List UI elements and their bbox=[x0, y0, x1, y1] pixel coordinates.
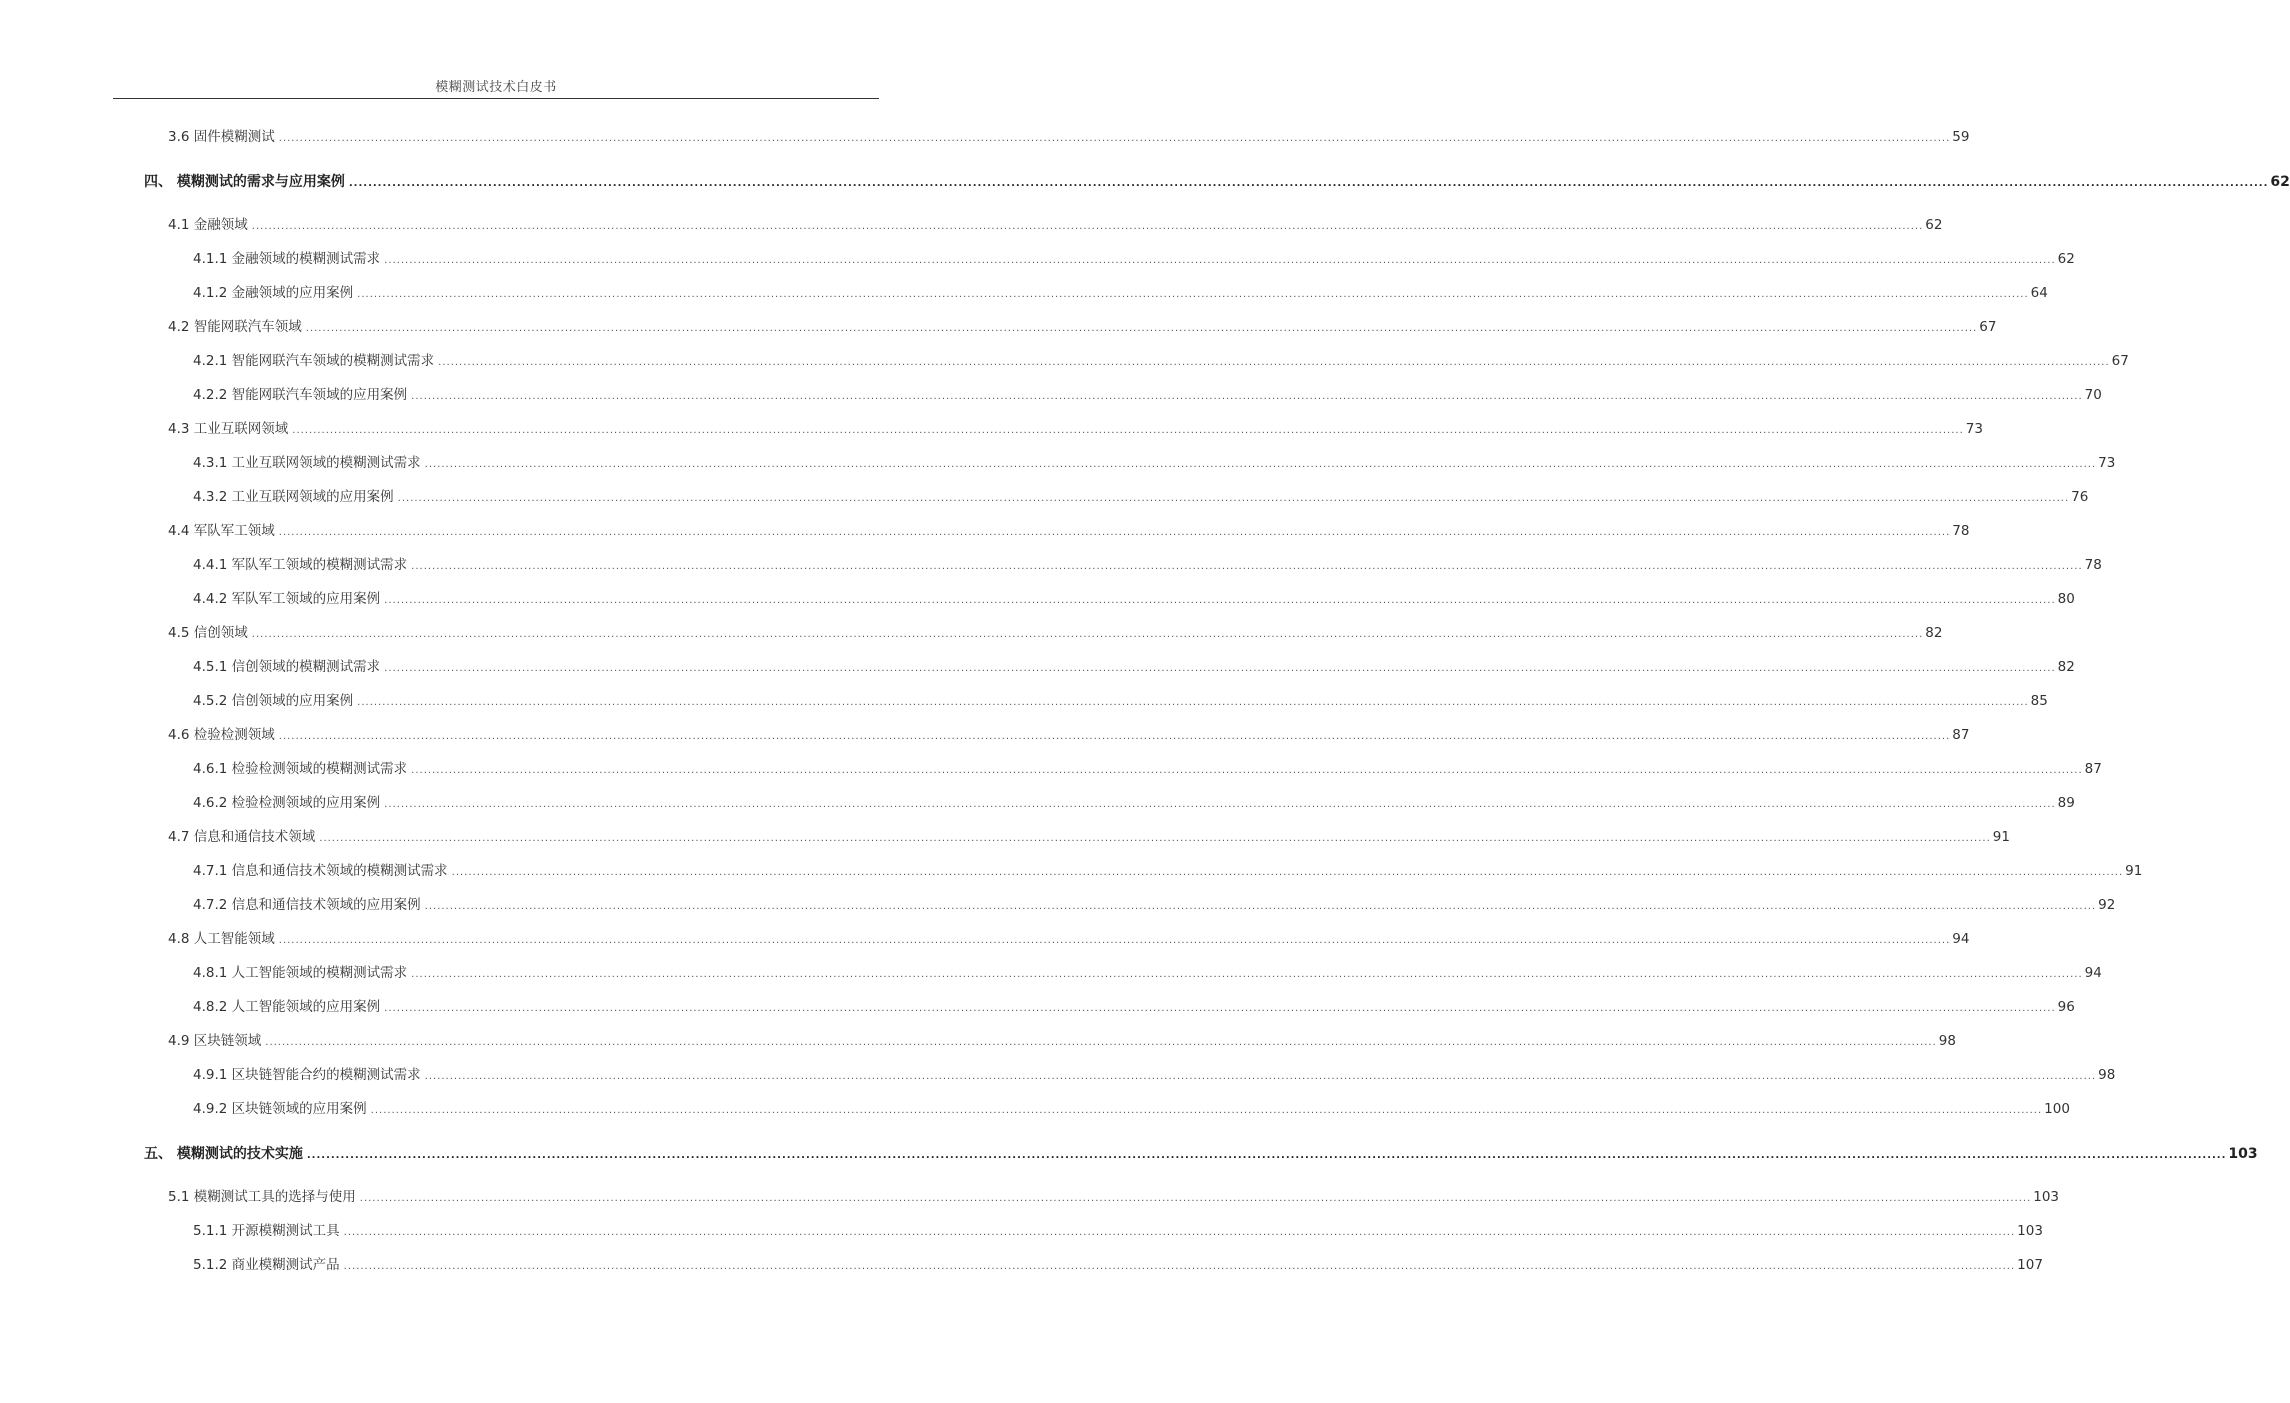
toc-entry-title: 4.4.1 军队军工领域的模糊测试需求 bbox=[193, 557, 408, 573]
toc-entry-title: 4.6.2 检验检测领域的应用案例 bbox=[193, 795, 381, 811]
toc-section-entry[interactable] bbox=[168, 624, 1943, 644]
toc-page-number: 103 bbox=[2017, 1223, 2043, 1239]
toc-page-number: 67 bbox=[2111, 353, 2129, 369]
toc-leader-dots: ................................................................................................................................................................................................................................................................................................................................................................................................................ bbox=[384, 663, 2056, 674]
toc-leader-dots: ................................................................................................................................................................................................................................................................................................................................................................................................................ bbox=[384, 595, 2056, 606]
toc-entry-title: 4.9 区块链领域 bbox=[168, 1033, 262, 1049]
toc-leader-dots: ................................................................................................................................................................................................................................................................................................................................................................................................................ bbox=[359, 1193, 2032, 1204]
toc-leader-dots: ................................................................................................................................................................................................................................................................................................................................................................................................................ bbox=[343, 1261, 2016, 1272]
toc-entry-title: 4.2.2 智能网联汽车领域的应用案例 bbox=[193, 387, 408, 403]
toc-leader-dots: ................................................................................................................................................................................................................................................................................................................................................................................................................ bbox=[278, 731, 1951, 742]
toc-page-number: 78 bbox=[2084, 557, 2102, 573]
toc-subsection-entry[interactable] bbox=[193, 352, 2129, 372]
toc-entry-title: 4.2.1 智能网联汽车领域的模糊测试需求 bbox=[193, 353, 435, 369]
toc-page-number: 73 bbox=[1965, 421, 1983, 437]
toc-leader-dots: ................................................................................................................................................................................................................................................................................................................................................................................................................ bbox=[319, 833, 1991, 844]
toc-section-entry[interactable] bbox=[168, 726, 1970, 746]
toc-entry-title: 4.8.1 人工智能领域的模糊测试需求 bbox=[193, 965, 408, 981]
toc-subsection-entry[interactable] bbox=[193, 590, 2075, 610]
toc-page-number: 67 bbox=[1979, 319, 1997, 335]
toc-entry-title: 5.1.2 商业模糊测试产品 bbox=[193, 1257, 340, 1273]
toc-section-entry[interactable] bbox=[168, 318, 1997, 338]
toc-subsection-entry[interactable] bbox=[193, 896, 2116, 916]
toc-leader-dots: ................................................................................................................................................................................................................................................................................................................................................................................................................ bbox=[397, 493, 2070, 504]
toc-leader-dots: ................................................................................................................................................................................................................................................................................................................................................................................................................ bbox=[411, 969, 2083, 980]
toc-page-number: 73 bbox=[2098, 455, 2116, 471]
toc-entry-title: 4.4.2 军队军工领域的应用案例 bbox=[193, 591, 381, 607]
toc-entry-title: 五、 模糊测试的技术实施 bbox=[144, 1146, 303, 1162]
toc-page-number: 59 bbox=[1952, 129, 1970, 145]
toc-page-number: 80 bbox=[2057, 591, 2075, 607]
toc-leader-dots: ................................................................................................................................................................................................................................................................................................................................................................................................................ bbox=[278, 527, 1951, 538]
toc-section-entry[interactable] bbox=[168, 420, 1983, 440]
toc-page-number: 85 bbox=[2030, 693, 2048, 709]
toc-entry-title: 4.5 信创领域 bbox=[168, 625, 248, 641]
toc-leader-dots: ................................................................................................................................................................................................................................................................................................................................................................................................................ bbox=[251, 221, 1924, 232]
toc-entry-title: 4.3.1 工业互联网领域的模糊测试需求 bbox=[193, 455, 421, 471]
toc-page-number: 87 bbox=[1952, 727, 1970, 743]
toc-leader-dots: ................................................................................................................................................................................................................................................................................................................................................................................................................ bbox=[357, 697, 2029, 708]
toc-leader-dots: ................................................................................................................................................................................................................................................................................................................................................................................................................ bbox=[343, 1227, 2016, 1238]
toc-entry-title: 4.1.1 金融领域的模糊测试需求 bbox=[193, 251, 381, 267]
toc-subsection-entry[interactable] bbox=[193, 1066, 2116, 1086]
toc-page-number: 94 bbox=[1952, 931, 1970, 947]
toc-leader-dots: ................................................................................................................................................................................................................................................................................................................................................................................................................ bbox=[251, 629, 1924, 640]
toc-leader-dots: ................................................................................................................................................................................................................................................................................................................................................................................................................ bbox=[424, 901, 2097, 912]
toc-entry-title: 4.7 信息和通信技术领域 bbox=[168, 829, 316, 845]
toc-leader-dots: ................................................................................................................................................................................................................................................................................................................................................................................................................ bbox=[384, 255, 2056, 266]
toc-entry-title: 4.6.1 检验检测领域的模糊测试需求 bbox=[193, 761, 408, 777]
toc-page-number: 91 bbox=[1992, 829, 2010, 845]
toc-subsection-entry[interactable] bbox=[193, 1222, 2043, 1242]
toc-leader-dots: ................................................................................................................................................................................................................................................................................................................................................................................................................ bbox=[438, 357, 2110, 368]
toc-page-number: 64 bbox=[2030, 285, 2048, 301]
toc-leader-dots: ................................................................................................................................................................................................................................................................................................................................................................................................................ bbox=[411, 561, 2083, 572]
toc-page-number: 98 bbox=[1938, 1033, 1956, 1049]
toc-page-number: 62 bbox=[2057, 251, 2075, 267]
toc-leader-dots: ................................................................................................................................................................................................................................................................................................................................................................................................................ bbox=[292, 425, 1964, 436]
toc-page-number: 70 bbox=[2084, 387, 2102, 403]
toc-subsection-entry[interactable] bbox=[193, 794, 2075, 814]
toc-section-entry[interactable] bbox=[168, 216, 1943, 236]
toc-entry-title: 4.1 金融领域 bbox=[168, 217, 248, 233]
toc-subsection-entry[interactable] bbox=[193, 862, 2143, 882]
toc-entry-title: 4.8.2 人工智能领域的应用案例 bbox=[193, 999, 381, 1015]
toc-entry-title: 4.6 检验检测领域 bbox=[168, 727, 275, 743]
toc-leader-dots: ................................................................................................................................................................................................................................................................................................................................................................................................................ bbox=[348, 178, 2269, 189]
toc-page-number: 91 bbox=[2125, 863, 2143, 879]
toc-page-number: 82 bbox=[1925, 625, 1943, 641]
toc-subsection-entry[interactable] bbox=[193, 692, 2048, 712]
toc-entry-title: 4.1.2 金融领域的应用案例 bbox=[193, 285, 354, 301]
toc-page-number: 62 bbox=[2270, 174, 2290, 190]
toc-section-entry[interactable] bbox=[168, 1188, 2060, 1208]
toc-subsection-entry[interactable] bbox=[193, 658, 2075, 678]
toc-subsection-entry[interactable] bbox=[193, 488, 2089, 508]
toc-page-number: 94 bbox=[2084, 965, 2102, 981]
toc-entry-title: 5.1.1 开源模糊测试工具 bbox=[193, 1223, 340, 1239]
toc-leader-dots: ................................................................................................................................................................................................................................................................................................................................................................................................................ bbox=[278, 935, 1951, 946]
toc-subsection-entry[interactable] bbox=[193, 1100, 2070, 1120]
toc-leader-dots: ................................................................................................................................................................................................................................................................................................................................................................................................................ bbox=[411, 391, 2083, 402]
toc-chapter-entry[interactable] bbox=[144, 1145, 2258, 1165]
toc-page-number: 89 bbox=[2057, 795, 2075, 811]
toc-leader-dots: ................................................................................................................................................................................................................................................................................................................................................................................................................ bbox=[370, 1105, 2043, 1116]
toc-leader-dots: ................................................................................................................................................................................................................................................................................................................................................................................................................ bbox=[424, 1071, 2097, 1082]
toc-section-entry[interactable] bbox=[168, 828, 2010, 848]
toc-entry-title: 4.7.2 信息和通信技术领域的应用案例 bbox=[193, 897, 421, 913]
toc-page-number: 100 bbox=[2044, 1101, 2070, 1117]
toc-entry-title: 4.4 军队军工领域 bbox=[168, 523, 275, 539]
toc-subsection-entry[interactable] bbox=[193, 284, 2048, 304]
toc-section-entry[interactable] bbox=[168, 128, 1970, 148]
toc-entry-title: 3.6 固件模糊测试 bbox=[168, 129, 275, 145]
toc-leader-dots: ................................................................................................................................................................................................................................................................................................................................................................................................................ bbox=[357, 289, 2029, 300]
toc-page-number: 62 bbox=[1925, 217, 1943, 233]
toc-leader-dots: ................................................................................................................................................................................................................................................................................................................................................................................................................ bbox=[451, 867, 2124, 878]
toc-entry-title: 5.1 模糊测试工具的选择与使用 bbox=[168, 1189, 356, 1205]
header-divider bbox=[113, 98, 879, 99]
toc-leader-dots: ................................................................................................................................................................................................................................................................................................................................................................................................................ bbox=[265, 1037, 1937, 1048]
toc-subsection-entry[interactable] bbox=[193, 250, 2075, 270]
toc-entry-title: 4.3 工业互联网领域 bbox=[168, 421, 289, 437]
toc-page-number: 98 bbox=[2098, 1067, 2116, 1083]
toc-leader-dots: ................................................................................................................................................................................................................................................................................................................................................................................................................ bbox=[384, 799, 2056, 810]
page-header-title: 模糊测试技术白皮书 bbox=[435, 80, 557, 95]
toc-entry-title: 4.3.2 工业互联网领域的应用案例 bbox=[193, 489, 394, 505]
toc-section-entry[interactable] bbox=[168, 522, 1970, 542]
toc-leader-dots: ................................................................................................................................................................................................................................................................................................................................................................................................................ bbox=[384, 1003, 2056, 1014]
toc-section-entry[interactable] bbox=[168, 930, 1970, 950]
toc-page-number: 82 bbox=[2057, 659, 2075, 675]
toc-entry-title: 四、 模糊测试的需求与应用案例 bbox=[144, 174, 345, 190]
toc-entry-title: 4.7.1 信息和通信技术领域的模糊测试需求 bbox=[193, 863, 448, 879]
toc-page-number: 76 bbox=[2071, 489, 2089, 505]
toc-subsection-entry[interactable] bbox=[193, 556, 2102, 576]
toc-chapter-entry[interactable] bbox=[144, 173, 2290, 193]
toc-leader-dots: ................................................................................................................................................................................................................................................................................................................................................................................................................ bbox=[411, 765, 2083, 776]
toc-page-number: 96 bbox=[2057, 999, 2075, 1015]
toc-entry-title: 4.8 人工智能领域 bbox=[168, 931, 275, 947]
toc-leader-dots: ................................................................................................................................................................................................................................................................................................................................................................................................................ bbox=[305, 323, 1978, 334]
toc-subsection-entry[interactable] bbox=[193, 998, 2075, 1018]
toc-page-number: 92 bbox=[2098, 897, 2116, 913]
toc-entry-title: 4.9.2 区块链领域的应用案例 bbox=[193, 1101, 367, 1117]
toc-entry-title: 4.5.1 信创领域的模糊测试需求 bbox=[193, 659, 381, 675]
toc-subsection-entry[interactable] bbox=[193, 454, 2116, 474]
toc-subsection-entry[interactable] bbox=[193, 964, 2102, 984]
toc-page-number: 103 bbox=[2033, 1189, 2060, 1205]
toc-section-entry[interactable] bbox=[168, 1032, 1956, 1052]
toc-subsection-entry[interactable] bbox=[193, 760, 2102, 780]
toc-leader-dots: ................................................................................................................................................................................................................................................................................................................................................................................................................ bbox=[278, 133, 1951, 144]
toc-page-number: 87 bbox=[2084, 761, 2102, 777]
toc-subsection-entry[interactable] bbox=[193, 1256, 2043, 1276]
toc-entry-title: 4.9.1 区块链智能合约的模糊测试需求 bbox=[193, 1067, 421, 1083]
toc-leader-dots: ................................................................................................................................................................................................................................................................................................................................................................................................................ bbox=[306, 1150, 2227, 1161]
toc-page-number: 78 bbox=[1952, 523, 1970, 539]
toc-entry-title: 4.5.2 信创领域的应用案例 bbox=[193, 693, 354, 709]
toc-subsection-entry[interactable] bbox=[193, 386, 2102, 406]
toc-page-number: 103 bbox=[2228, 1146, 2258, 1162]
toc-leader-dots: ................................................................................................................................................................................................................................................................................................................................................................................................................ bbox=[424, 459, 2097, 470]
toc-page-number: 107 bbox=[2017, 1257, 2043, 1273]
toc-entry-title: 4.2 智能网联汽车领域 bbox=[168, 319, 302, 335]
